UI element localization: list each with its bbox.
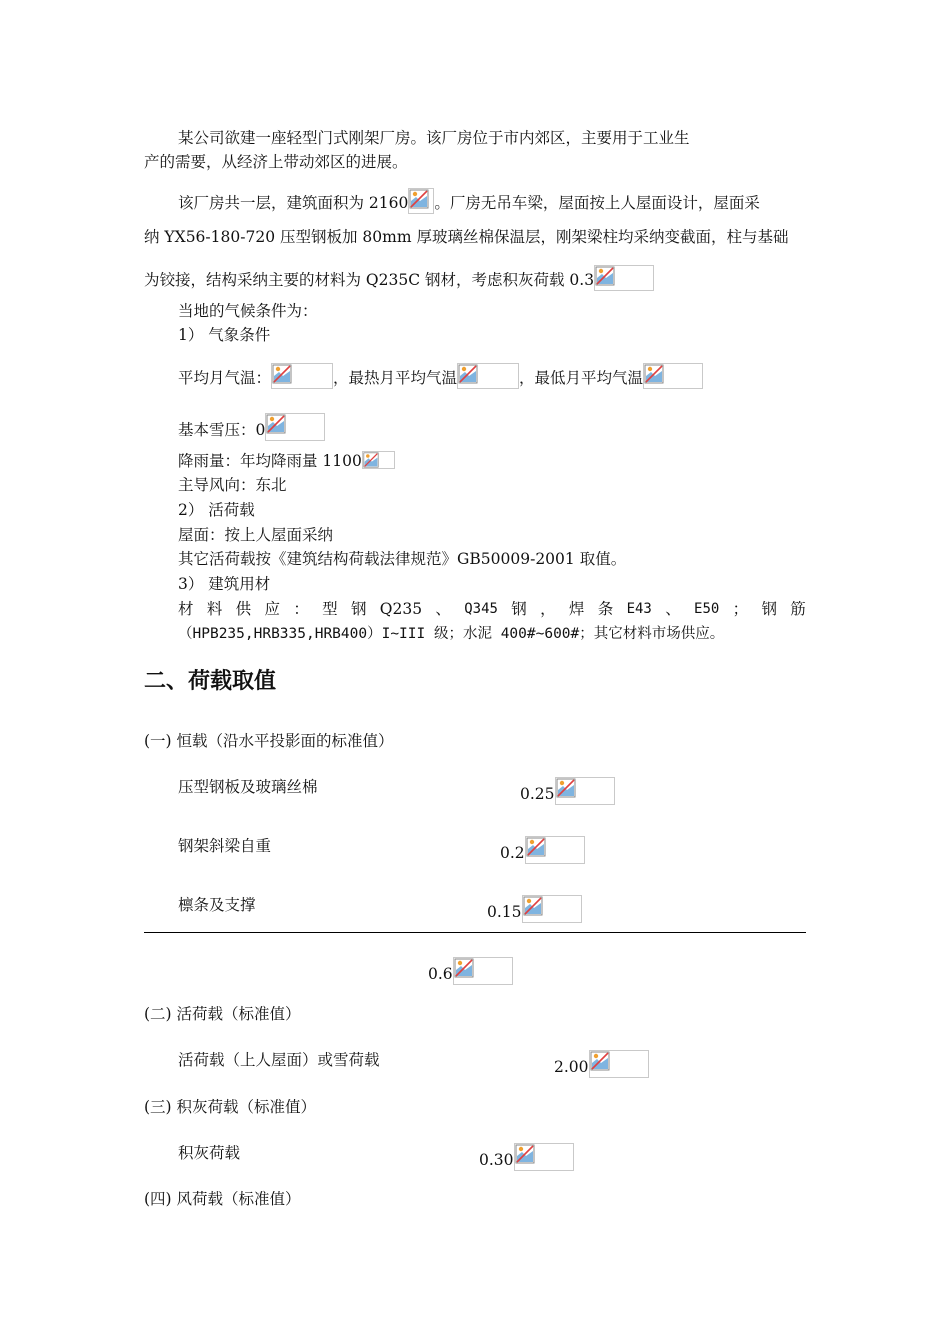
value-text: 0.25 bbox=[520, 785, 555, 803]
intro-p1-line2: 产的需要，从经济上带动郊区的进展。 bbox=[144, 153, 408, 171]
broken-image-icon bbox=[271, 363, 333, 389]
roof-line: 屋面：按上人屋面采纳 bbox=[178, 526, 334, 544]
word: 、 bbox=[665, 600, 681, 618]
broken-image-icon bbox=[555, 777, 615, 805]
other-live-line: 其它活荷载按《建筑结构荷载法律规范》GB50009-2001 取值。 bbox=[178, 550, 627, 568]
intro-p2-line1 bbox=[178, 188, 760, 214]
broken-image-glyph bbox=[595, 266, 615, 286]
climate-item2: 2） 活荷载 bbox=[178, 501, 255, 519]
word: 、 bbox=[435, 600, 451, 618]
live-load-value bbox=[554, 1050, 649, 1078]
broken-image-glyph bbox=[644, 364, 664, 384]
broken-image-glyph bbox=[590, 1051, 610, 1071]
word: 钢 bbox=[350, 600, 367, 618]
broken-image-icon bbox=[643, 363, 703, 389]
value-text: 0.2 bbox=[500, 844, 525, 862]
broken-image-glyph bbox=[556, 778, 576, 798]
live-load-heading: (二) 活荷载（标准值） bbox=[144, 1005, 301, 1023]
climate-heading: 当地的气候条件为： bbox=[178, 302, 318, 320]
word: 条 bbox=[597, 600, 614, 618]
word: 料 bbox=[206, 600, 223, 618]
broken-image-glyph bbox=[409, 189, 429, 209]
area-text: 该厂房共一层，建筑面积为 2160 bbox=[178, 194, 409, 212]
wind-line: 主导风向：东北 bbox=[178, 476, 287, 494]
snow-text: 基本雪压：0 bbox=[178, 421, 266, 439]
materials-line2: （HPB235,HRB335,HRB400）I~III 级；水泥 400#~600#；其它材料市场供应。 bbox=[178, 626, 725, 642]
broken-image-glyph bbox=[526, 837, 546, 857]
broken-image-glyph bbox=[515, 1144, 535, 1164]
broken-image-icon bbox=[362, 451, 395, 469]
dead-row-label: 檩条及支撑 bbox=[178, 896, 256, 914]
dead-row-value bbox=[487, 895, 582, 923]
word: 焊 bbox=[568, 600, 585, 618]
broken-image-icon bbox=[265, 413, 325, 441]
broken-image-icon bbox=[589, 1050, 649, 1078]
low-temp-label: ，最低月平均气温 bbox=[519, 369, 644, 387]
avg-temp-label: 平均月气温： bbox=[178, 369, 272, 387]
word: 应 bbox=[264, 600, 280, 618]
word: 筋 bbox=[790, 600, 806, 618]
section-title: 二、荷载取值 bbox=[144, 669, 277, 694]
word: 材 bbox=[178, 600, 194, 618]
material-text: 为铰接，结构采纳主要的材料为 Q235C 钢材，考虑积灰荷载 0.3 bbox=[144, 271, 595, 289]
word: ： bbox=[293, 600, 309, 618]
broken-image-glyph bbox=[363, 452, 379, 468]
broken-image-icon bbox=[594, 265, 654, 291]
rain-text: 降雨量：年均降雨量 1100 bbox=[178, 452, 362, 470]
broken-image-icon bbox=[408, 188, 434, 214]
dead-row-value bbox=[520, 777, 615, 805]
wind-load-heading: (四) 风荷载（标准值） bbox=[144, 1190, 301, 1208]
dead-total bbox=[428, 957, 513, 985]
broken-image-glyph bbox=[272, 364, 292, 384]
total-text: 0.6 bbox=[428, 965, 453, 983]
broken-image-glyph bbox=[523, 896, 543, 916]
dead-load-heading: (一) 恒载（沿水平投影面的标准值） bbox=[144, 732, 394, 750]
rain-line bbox=[178, 451, 395, 471]
ash-load-heading: (三) 积灰荷载（标准值） bbox=[144, 1098, 317, 1116]
broken-image-icon bbox=[522, 895, 582, 923]
climate-item1: 1） 气象条件 bbox=[178, 326, 271, 344]
word: ； bbox=[732, 600, 749, 618]
broken-image-icon bbox=[453, 957, 513, 985]
word: 供 bbox=[235, 600, 252, 618]
intro-p1-line1: 某公司欲建一座轻型门式刚架厂房。该厂房位于市内郊区，主要用于工业生 bbox=[178, 129, 690, 147]
word: Q345 bbox=[464, 601, 498, 617]
value-text: 2.00 bbox=[554, 1058, 589, 1076]
word: Q235 bbox=[379, 600, 423, 618]
broken-image-glyph bbox=[458, 364, 478, 384]
value-text: 0.15 bbox=[487, 903, 522, 921]
live-load-label: 活荷载（上人屋面）或雪荷载 bbox=[178, 1051, 380, 1069]
word: E50 bbox=[694, 601, 720, 617]
dead-row-label: 钢架斜梁自重 bbox=[178, 837, 272, 855]
roof-text: 。厂房无吊车梁，屋面按上人屋面设计，屋面采 bbox=[434, 194, 760, 212]
word: 钢 bbox=[761, 600, 777, 618]
ash-load-value bbox=[479, 1143, 574, 1171]
temperature-line bbox=[178, 363, 703, 389]
broken-image-glyph bbox=[266, 414, 286, 434]
broken-image-icon bbox=[514, 1143, 574, 1171]
value-text: 0.30 bbox=[479, 1151, 514, 1169]
snow-line bbox=[178, 413, 325, 441]
intro-p2-line2: 纳 YX56-180-720 压型钢板加 80mm 厚玻璃丝棉保温层，刚架梁柱均采纳变截面，柱与基础 bbox=[144, 228, 789, 246]
ash-load-label: 积灰荷载 bbox=[178, 1144, 241, 1162]
word: E43 bbox=[626, 601, 652, 617]
sum-divider bbox=[144, 932, 806, 933]
hot-temp-label: ，最热月平均气温 bbox=[333, 369, 458, 387]
broken-image-glyph bbox=[454, 958, 474, 978]
materials-line1 bbox=[178, 599, 806, 619]
intro-p2-line3 bbox=[144, 265, 654, 291]
word: ， bbox=[540, 600, 556, 618]
word: 型 bbox=[322, 600, 338, 618]
broken-image-icon bbox=[525, 836, 585, 864]
dead-row-value bbox=[500, 836, 585, 864]
climate-item3: 3） 建筑用材 bbox=[178, 575, 271, 593]
dead-row-label: 压型钢板及玻璃丝棉 bbox=[178, 778, 318, 796]
word: 钢 bbox=[511, 600, 527, 618]
broken-image-icon bbox=[457, 363, 519, 389]
